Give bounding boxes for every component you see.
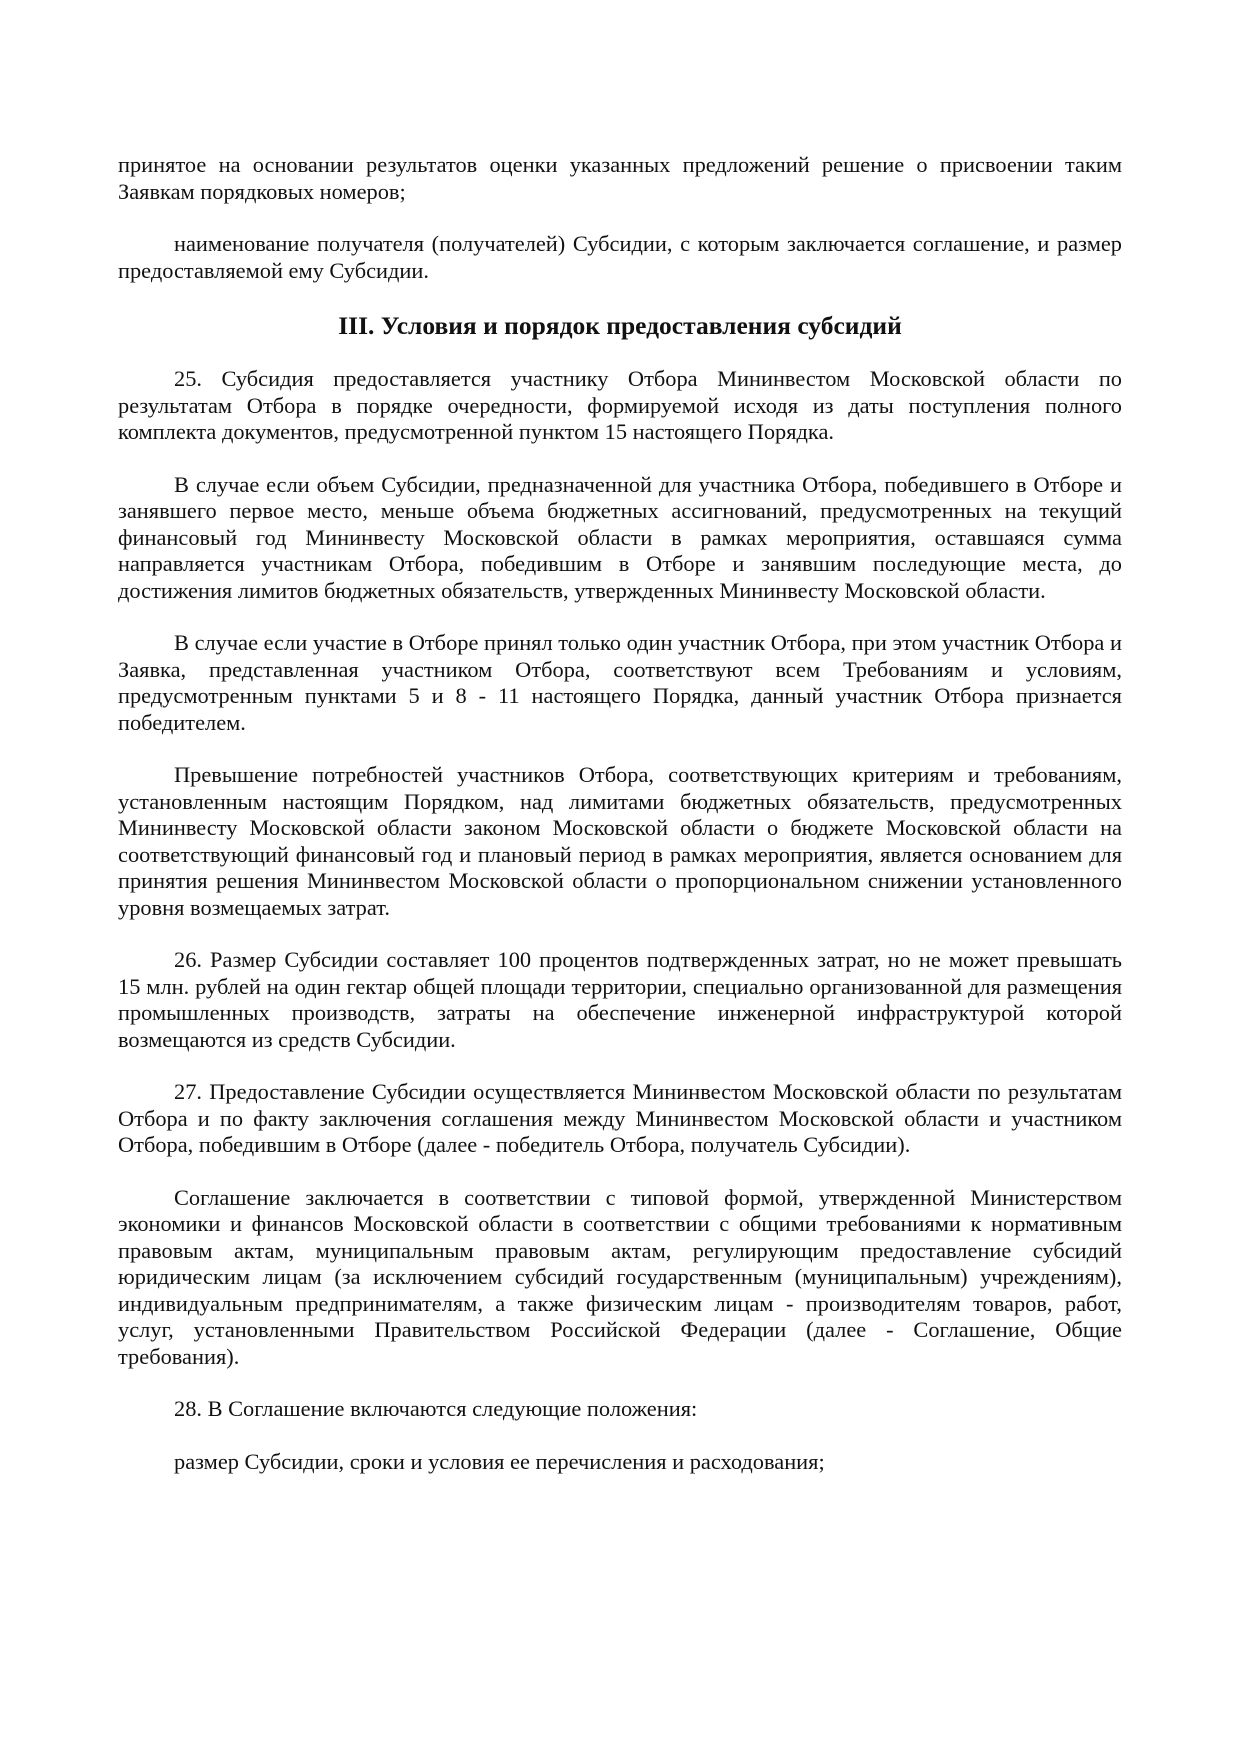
document-body [118,152,1122,1501]
paragraph-recipient-name: наименование получателя (получателей) Субсидии, с которым заключается соглашение, и размер предоставляемой ему Субсидии. [118,231,1122,283]
paragraph-27: 27. Предоставление Субсидии осуществляется Мининвестом Московской области по результатам Отбора и по факту заключения соглашения между Мининвестом Московской области и участником Отбора, победившим в Отборе (далее - победитель Отбора, получатель Субсидии). [118,1079,1122,1157]
paragraph-28-subsidy-size: размер Субсидии, сроки и условия ее перечисления и расходования; [174,1448,825,1474]
paragraph-25-volume: В случае если объем Субсидии, предназначенной для участника Отбора, победившего в Отборе и занявшего первое место, меньше объема бюджетных ассигнований, предусмотренных на текущий финансовый год Мининвесту Московской области в рамках мероприятия, оставшаяся сумма направляется участникам Отбора, победившим в Отборе и занявшим последующие места, до достижения лимитов бюджетных обязательств, утвержденных Мининвесту Московской области. [118,471,1122,603]
paragraph-decision-numbers: принятое на основании результатов оценки указанных предложений решение о присвоении таким Заявкам порядковых номеров; [118,152,1122,204]
paragraph-25-excess-needs: Превышение потребностей участников Отбора, соответствующих критериям и требованиям, установленным настоящим Порядком, над лимитами бюджетных обязательств, предусмотренных Мининвесту Московской области законом Московской области о бюджете Московской области на соответствующий финансовый год и плановый период в рамках мероприятия, является основанием для принятия решения Мининвестом Московской области о пропорциональном снижении установленного уровня возмещаемых затрат. [118,762,1122,920]
paragraph-26: 26. Размер Субсидии составляет 100 процентов подтвержденных затрат, но не может превышать 15 млн. рублей на один гектар общей площади территории, специально организованной для размещения промышленных производств, затраты на обеспечение инженерной инфраструктурой которой возмещаются из средств Субсидии. [118,947,1122,1052]
section-heading: III. Условия и порядок предоставления субсидий [338,311,902,340]
paragraph-28: 28. В Соглашение включаются следующие положения: [174,1396,698,1421]
paragraph-27-agreement: Соглашение заключается в соответствии с типовой формой, утвержденной Министерством экономики и финансов Московской области в соответствии с общими требованиями к нормативным правовым актам, муниципальным правовым актам, регулирующим предоставление субсидий юридическим лицам (за исключением субсидий государственным (муниципальным) учреждениям), индивидуальным предпринимателям, а также физическим лицам - производителям товаров, работ, услуг, установленными Правительством Российской Федерации (далее - Соглашение, Общие требования). [118,1184,1122,1369]
paragraph-25: 25. Субсидия предоставляется участнику Отбора Мининвестом Московской области по результатам Отбора в порядке очередности, формируемой исходя из даты поступления полного комплекта документов, предусмотренной пунктом 15 настоящего Порядка. [118,366,1122,444]
paragraph-25-single-participant: В случае если участие в Отборе принял только один участник Отбора, при этом участник Отбора и Заявка, представленная участником Отбора, соответствуют всем Требованиям и условиям, предусмотренным пунктами 5 и 8 - 11 настоящего Порядка, данный участник Отбора признается победителем. [118,630,1122,735]
